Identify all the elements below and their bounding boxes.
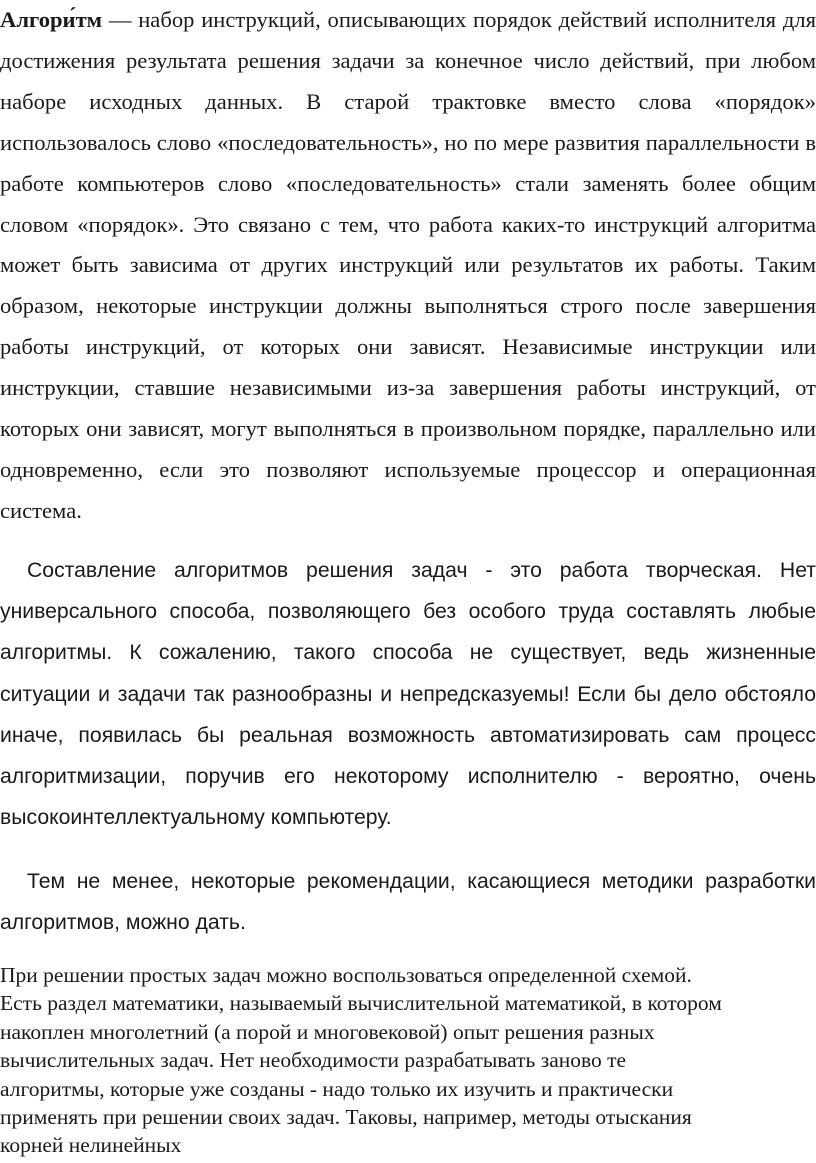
paragraph-algorithm-definition <box>0 0 816 532</box>
definition-text: — набор инструкций, описывающих порядок действий исполнителя для достижения результата решения задачи за конечное число действий, при любом наборе исходных данных. В старой трактовке вместо слова «порядок» использовалось слово «последовательность», но по мере развития параллельности в работе компьютеров слово «последовательность» стали заменять более общим словом «порядок». Это связано с тем, что работа каких-то инструкций алгоритма может быть зависима от других инструкций или результатов их работы. Таким образом, некоторые инструкции должны выполняться строго после завершения работы инструкций, от которых они зависят. Независимые инструкции или инструкции, ставшие независимыми из-за завершения работы инструкций, от которых они зависят, могут выполняться в произвольном порядке, параллельно или одновременно, если это позволяют используемые процессор и операционная система. <box>0 7 816 523</box>
text-line: корней нелинейных <box>0 1133 182 1158</box>
text-line: алгоритмы, которые уже созданы - надо только их изучить и практически <box>0 1076 674 1101</box>
paragraph-recommendations: Тем не менее, некоторые рекомендации, касающиеся методики разработки алгоритмов, можно дать. <box>0 870 816 935</box>
paragraph-algorithm-creativity: Составление алгоритмов решения задач - это работа творческая. Нет универсального способа, позволяющего без особого труда составлять любые алгоритмы. К сожалению, такого способа не существует, ведь жизненные ситуации и задачи так разнообразны и непредсказуемы! Если бы дело обстояло иначе, появилась бы реальная возможность автоматизировать сам процесс алгоритмизации, поручив его некоторому исполнителю - вероятно, очень высокоинтеллектуальному компьютеру. <box>0 559 816 830</box>
text-line: Есть раздел математики, называемый вычислительной математикой, в котором <box>0 991 722 1016</box>
text-line: применять при решении своих задач. Таковы, например, методы отыскания <box>0 1105 692 1130</box>
term-algorithm: Алгори́тм <box>0 7 103 32</box>
text-line: вычислительных задач. Нет необходимости разрабатывать заново те <box>0 1048 627 1073</box>
text-line: При решении простых задач можно воспользоваться определенной схемой. <box>0 963 692 987</box>
text-line: накоплен многолетний (а порой и многовековой) опыт решения разных <box>0 1019 655 1044</box>
paragraph-simple-tasks <box>0 961 816 1160</box>
